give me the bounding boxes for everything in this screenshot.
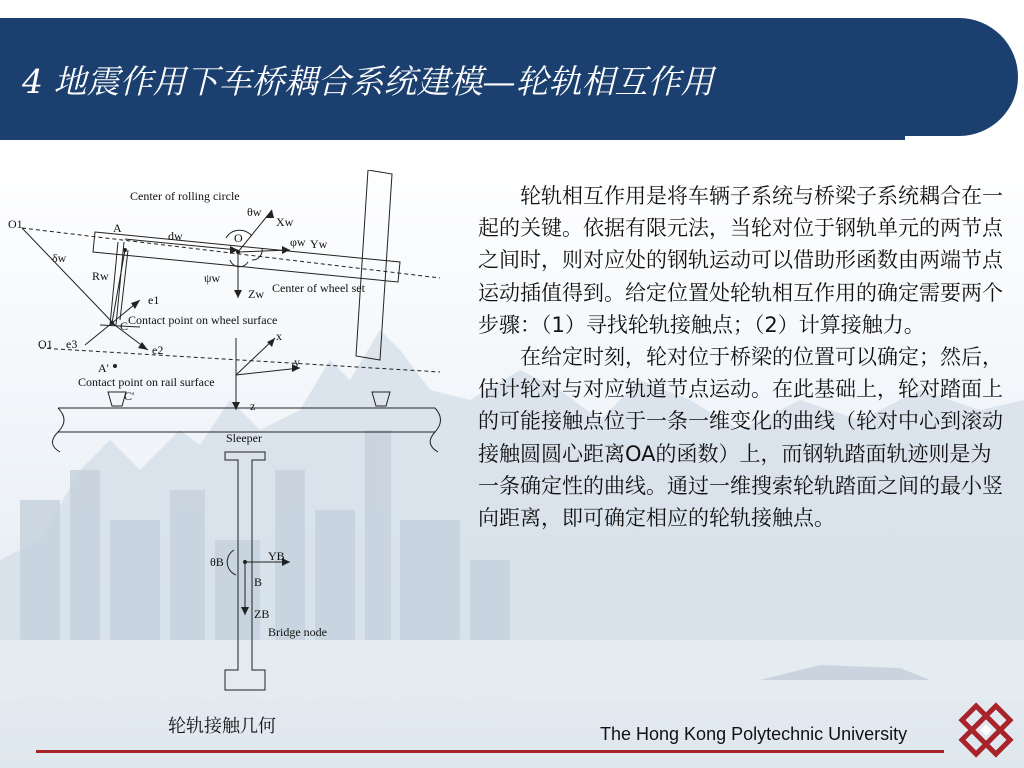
body-text (478, 180, 1010, 534)
footer-line (36, 750, 944, 753)
polyu-logo-icon (958, 702, 1014, 758)
title-underline (0, 136, 905, 140)
label-e2: e2 (152, 343, 164, 357)
label-center-rolling-circle: Center of rolling circle (130, 189, 240, 203)
label-o: O (234, 231, 243, 245)
label-center-wheel-set: Center of wheel set (272, 281, 365, 295)
label-phi-w: φw (290, 235, 306, 249)
label-y: y (294, 355, 300, 369)
label-sleeper: Sleeper (226, 431, 262, 445)
label-theta-b: θB (210, 555, 224, 569)
label-bridge-node: Bridge node (268, 625, 327, 639)
label-a-top: A (113, 221, 122, 235)
wheel-rail-contact-diagram (0, 170, 470, 700)
paragraph-2: 在给定时刻，轮对位于桥梁的位置可以确定；然后，估计轮对与对应轨道节点运动。在此基础上，轮对踏面上的可能接触点位于一条一维变化的曲线（轮对中心到滚动接触圆圆心距离OA的函数）上，而钢轨踏面轨迹则是为一条确定性的曲线。通过一维搜索轮轨踏面之间的最小竖向距离，即可确定相应的轮轨接触点。 (478, 345, 1003, 531)
diagram-caption: 轮轨接触几何 (168, 716, 276, 737)
label-y-w: Yw (310, 237, 328, 251)
label-psi-w: ψw (204, 271, 221, 285)
label-o1-bottom: O1 (38, 337, 53, 351)
label-contact-rail: Contact point on rail surface (78, 375, 215, 389)
label-a-bottom: A' (98, 361, 109, 375)
label-x-w: Xw (276, 215, 294, 229)
label-x: x (276, 329, 282, 343)
label-c-top: C (120, 319, 129, 333)
slide-title: 4 地震作用下车桥耦合系统建模—轮轨相互作用 (22, 62, 714, 101)
label-o1-top: O1 (8, 217, 23, 231)
label-theta-w: θw (247, 205, 262, 219)
university-name: The Hong Kong Polytechnic University (600, 724, 908, 744)
label-d-w: dw (168, 229, 183, 243)
label-c-bottom: C' (124, 389, 135, 403)
label-z-b: ZB (254, 607, 270, 621)
paragraph-1: 轮轨相互作用是将车辆子系统与桥梁子系统耦合在一起的关键。依据有限元法，当轮对位于钢轨单元的两节点之间时，则对应处的钢轨运动可以借助形函数由两端节点运动插值得到。给定位置处轮轨相互作用的确定需要两个步骤：（1）寻找轮轨接触点；（2）计算接触力。 (478, 184, 1003, 337)
label-r-w: Rw (92, 269, 109, 283)
label-contact-wheel: Contact point on wheel surface (128, 313, 278, 327)
label-z: z (250, 399, 256, 413)
label-e3: e3 (66, 337, 78, 351)
label-y-b: YB (268, 549, 285, 563)
label-delta-w: δw (52, 251, 67, 265)
label-e1: e1 (148, 293, 160, 307)
label-z-w: Zw (248, 287, 264, 301)
label-b: B (254, 575, 263, 589)
